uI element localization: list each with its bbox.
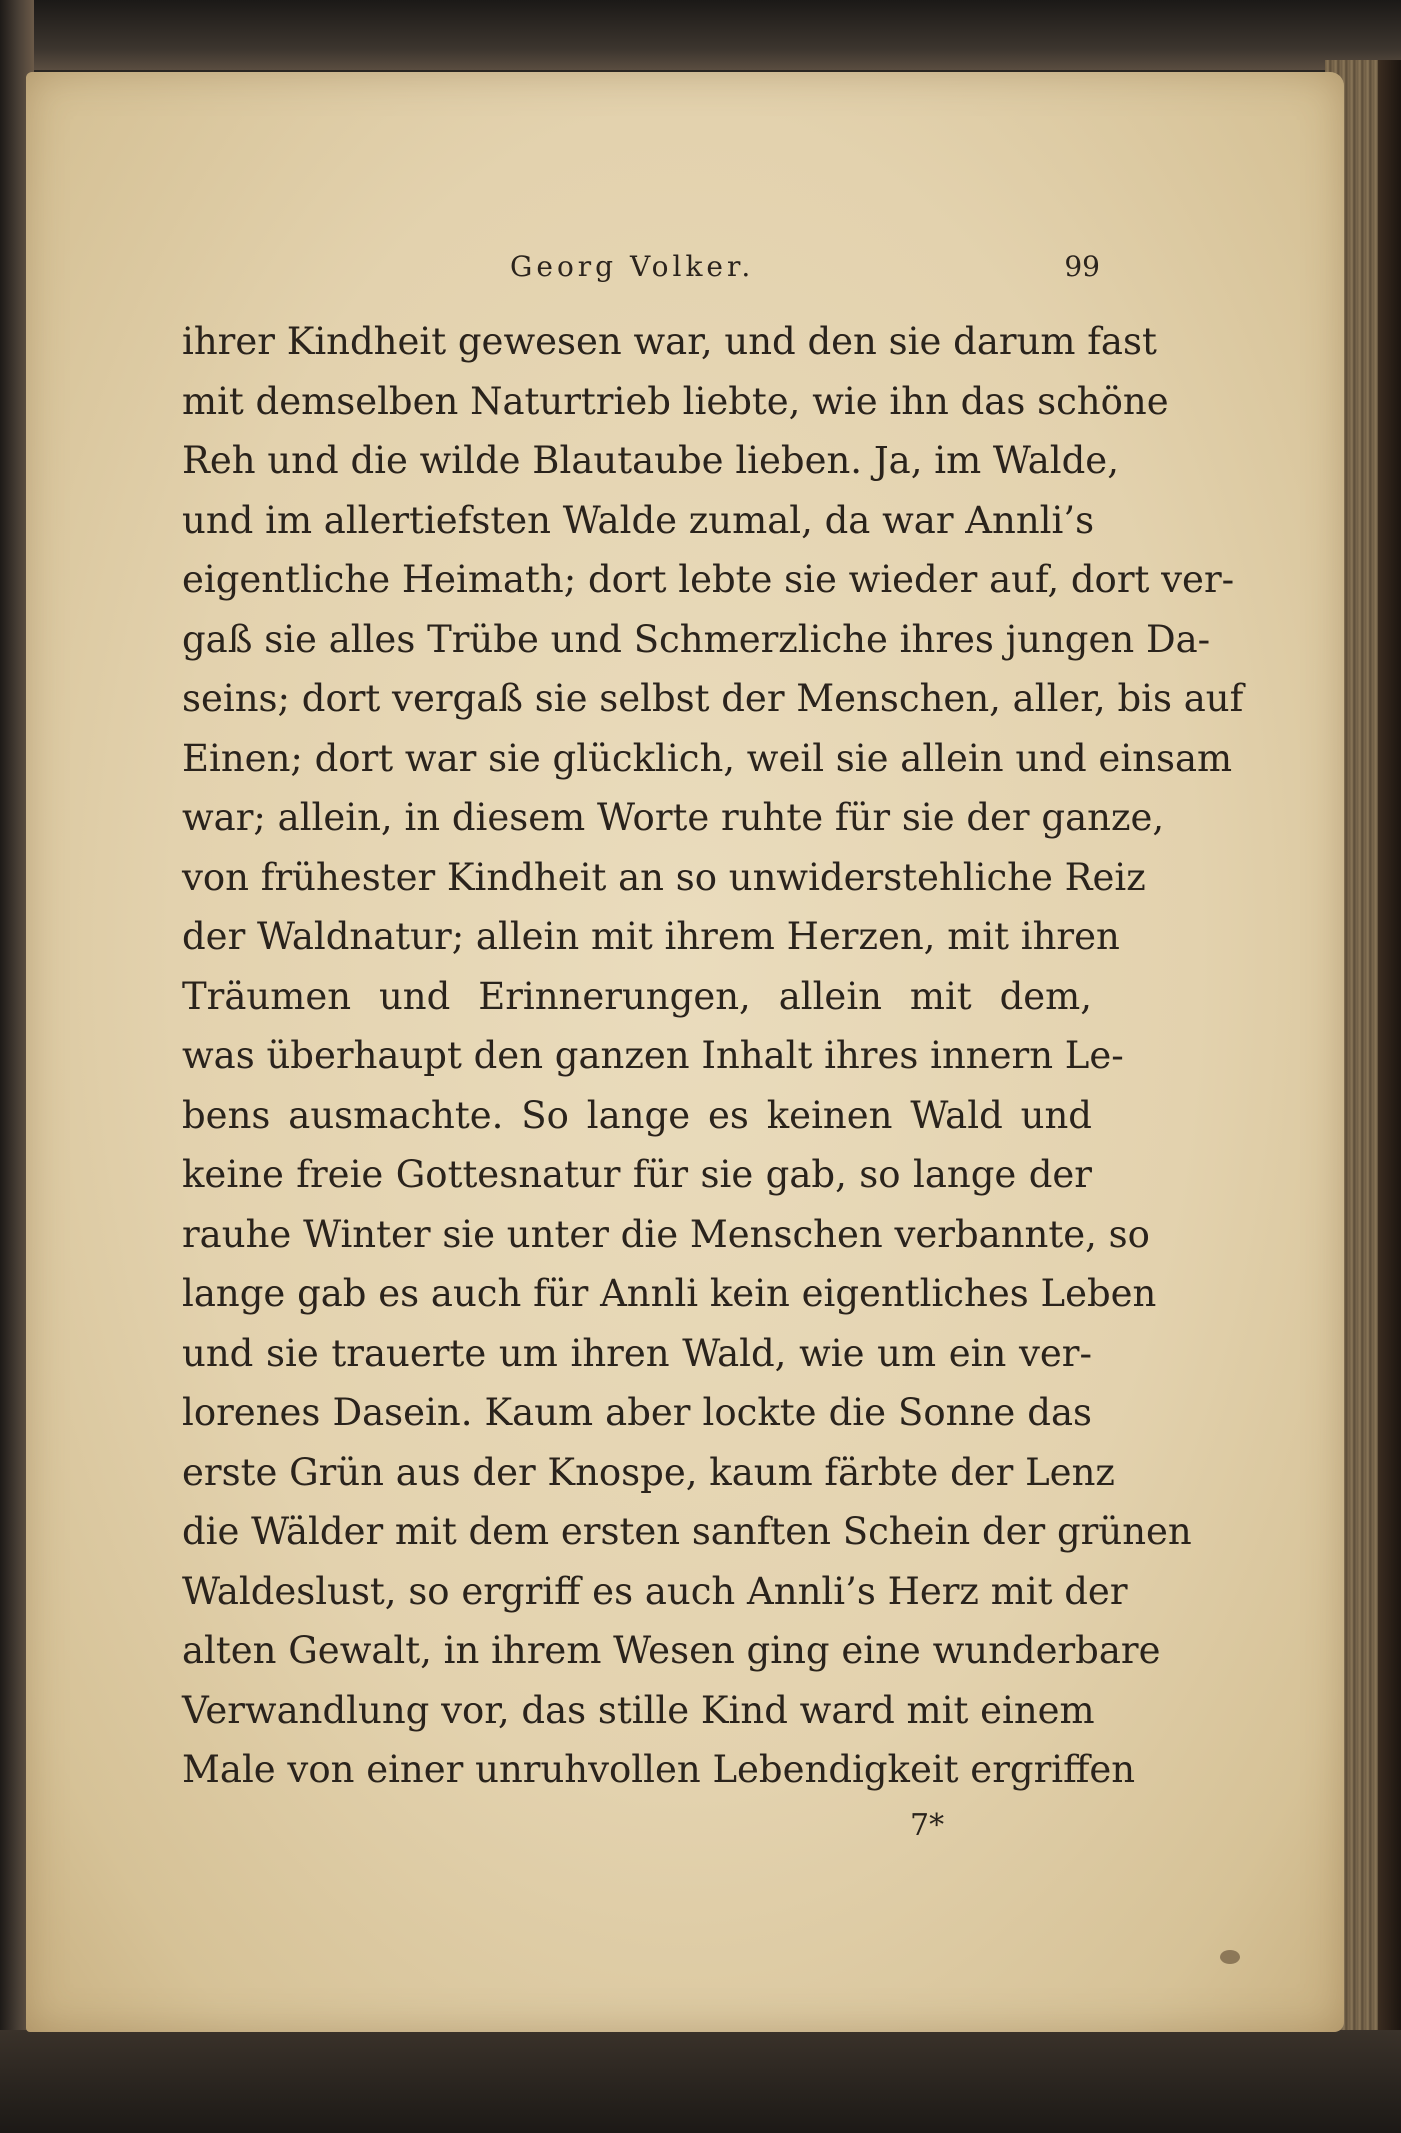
text-line: keine freie Gottesnatur für sie gab, so lange der	[182, 1153, 1092, 1196]
text-line: rauhe Winter sie unter die Menschen verbannte, so	[182, 1212, 1150, 1256]
text-line: die Wälder mit dem ersten sanften Schein der grünen	[182, 1510, 1192, 1553]
text-line: lange gab es auch für Annli kein eigentliches Leben	[182, 1272, 1157, 1315]
text-line: seins; dort vergaß sie selbst der Menschen, aller, bis auf	[182, 677, 1244, 720]
text-line: alten Gewalt, in ihrem Wesen ging eine wunderbare	[182, 1629, 1161, 1672]
book-bottom-edge	[0, 2030, 1401, 2133]
text-line: Male von einer unruhvollen Lebendigkeit ergriffen	[182, 1748, 1136, 1791]
text-line: was überhaupt den ganzen Inhalt ihres innern Le-	[182, 1034, 1124, 1077]
body-text	[182, 312, 1244, 1800]
text-line: der Waldnatur; allein mit ihrem Herzen, mit ihren	[182, 915, 1120, 958]
running-head-title: Georg Volker.	[510, 250, 755, 283]
text-line: Träumen und Erinnerungen, allein mit dem,	[182, 974, 1092, 1018]
book-cover-right	[1378, 60, 1401, 2050]
text-line: Reh und die wilde Blautaube lieben. Ja, im Walde,	[182, 439, 1119, 482]
ink-smudge	[1220, 1950, 1240, 1964]
text-line: ihrer Kindheit gewesen war, und den sie darum fast	[182, 320, 1157, 363]
text-line: lorenes Dasein. Kaum aber lockte die Sonne das	[182, 1391, 1092, 1434]
text-line: und sie trauerte um ihren Wald, wie um ein ver-	[182, 1331, 1092, 1375]
book-top-edge	[0, 0, 1401, 70]
text-line: von frühester Kindheit an so unwiderstehliche Reiz	[182, 855, 1146, 899]
text-line: Einen; dort war sie glücklich, weil sie allein und einsam	[182, 736, 1233, 780]
text-line: Verwandlung vor, das stille Kind ward mit einem	[182, 1688, 1095, 1732]
text-line: und im allertiefsten Walde zumal, da war Annli’s	[182, 498, 1095, 542]
page-number: 99	[1064, 250, 1100, 283]
text-line: bens ausmachte. So lange es keinen Wald und	[182, 1093, 1092, 1137]
text-line: Waldeslust, so ergriff es auch Annli’s Herz mit der	[182, 1569, 1128, 1613]
signature-mark: 7*	[910, 1808, 945, 1843]
text-line: war; allein, in diesem Worte ruhte für sie der ganze,	[182, 796, 1165, 839]
text-line: erste Grün aus der Knospe, kaum färbte der Lenz	[182, 1450, 1115, 1494]
text-line: gaß sie alles Trübe und Schmerzliche ihres jungen Da-	[182, 617, 1211, 661]
text-line: eigentliche Heimath; dort lebte sie wieder auf, dort ver-	[182, 558, 1235, 601]
text-line: mit demselben Naturtrieb liebte, wie ihn das schöne	[182, 379, 1169, 423]
running-head	[180, 250, 1100, 290]
